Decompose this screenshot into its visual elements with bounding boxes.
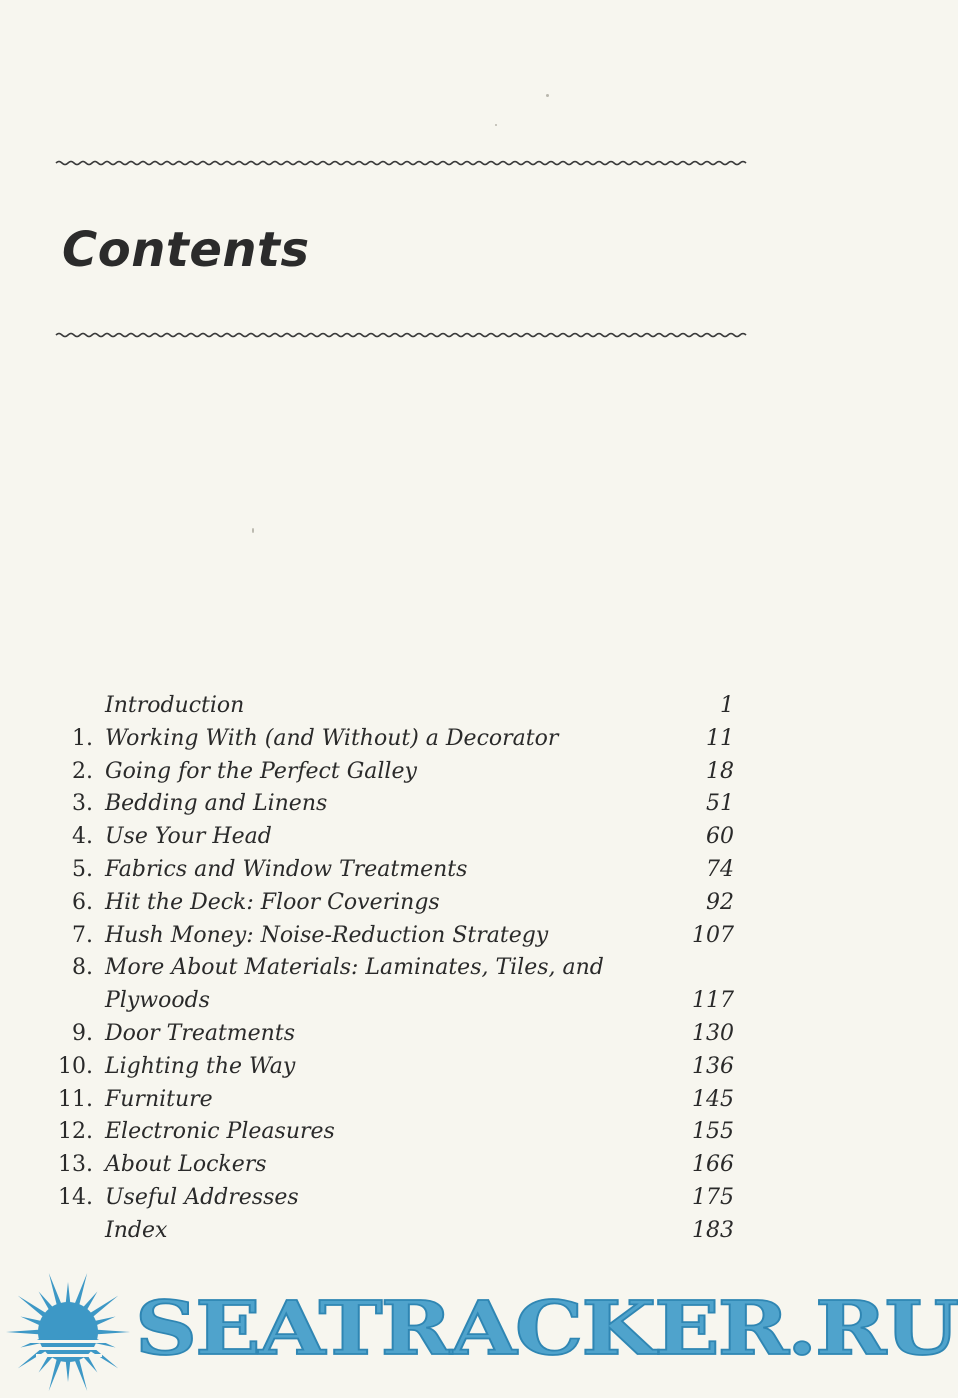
sun-ray: [6, 1330, 40, 1335]
sun-ray: [89, 1296, 118, 1318]
toc-entry-page: 136: [692, 1053, 734, 1079]
scan-speck: [495, 124, 497, 126]
toc-entry-page: 155: [692, 1119, 734, 1145]
toc-entry-number: 1.: [72, 725, 93, 751]
toc-entry-number: 9.: [72, 1020, 93, 1046]
toc-entry-title: More About Materials: Laminates, Tiles, and: [105, 955, 604, 981]
sun-ray: [94, 1317, 116, 1326]
toc-entry[interactable]: [0, 788, 873, 821]
toc-entry-number: 8.: [72, 955, 93, 981]
toc-entry-title: Plywoods: [105, 988, 210, 1014]
toc-entry-number: 12.: [58, 1119, 93, 1145]
toc-entry-title: About Lockers: [105, 1152, 267, 1178]
toc-entry-page: 166: [692, 1152, 734, 1178]
toc-entry[interactable]: [0, 1051, 873, 1084]
toc-entry-title: Door Treatments: [105, 1020, 295, 1046]
toc-entry[interactable]: [0, 1149, 873, 1182]
scan-speck: [252, 528, 254, 533]
watermark-text: SEATRACKER.RU: [135, 1285, 958, 1372]
scan-speck: [546, 94, 549, 97]
toc-entry[interactable]: [0, 1116, 873, 1149]
toc-entry-page: 60: [706, 824, 734, 850]
sun-ray: [66, 1360, 71, 1382]
toc-entry[interactable]: [0, 854, 873, 887]
toc-entry-number: 6.: [72, 889, 93, 915]
toc-entry-page: 18: [706, 758, 734, 784]
wavy-rule-top: [56, 159, 744, 167]
toc-entry-title: Use Your Head: [105, 824, 272, 850]
toc-entry[interactable]: [0, 887, 873, 920]
toc-entry-title: Hit the Deck: Floor Coverings: [105, 889, 440, 915]
toc-entry[interactable]: [0, 690, 873, 723]
toc-entry-page: 1: [720, 693, 734, 718]
sun-ray: [49, 1358, 62, 1391]
toc-entry-page: 145: [692, 1086, 734, 1112]
toc-entry-number: 14.: [58, 1184, 93, 1210]
sun-ray: [96, 1330, 130, 1335]
wavy-rule-bottom: [56, 331, 744, 339]
toc-entry-continuation[interactable]: [0, 985, 873, 1018]
toc-entry[interactable]: [0, 952, 873, 985]
toc-entry-page: 175: [692, 1184, 734, 1210]
sun-ray: [18, 1296, 47, 1318]
page-title: Contents: [62, 222, 310, 278]
sun-ray: [66, 1282, 71, 1304]
toc-entry-number: 2.: [72, 758, 93, 784]
toc-entry-title: Useful Addresses: [105, 1184, 299, 1210]
toc-entry-page: 130: [692, 1020, 734, 1046]
toc-entry-title: Bedding and Linens: [105, 791, 328, 817]
toc-entry-number: 3.: [72, 791, 93, 817]
toc-entry[interactable]: [0, 723, 873, 756]
toc-entry-title: Electronic Pleasures: [105, 1119, 335, 1145]
toc-entry-title: Working With (and Without) a Decorator: [105, 725, 559, 751]
toc-entry[interactable]: [0, 756, 873, 789]
toc-entry-title: Index: [105, 1217, 168, 1243]
toc-entry-number: 5.: [72, 856, 93, 882]
toc-entry-title: Lighting the Way: [105, 1053, 296, 1079]
toc-entry-number: 7.: [72, 922, 93, 948]
toc-entry[interactable]: [0, 920, 873, 953]
toc-entry-title: Going for the Perfect Galley: [105, 758, 417, 784]
toc-entry-page: 11: [706, 725, 734, 751]
toc-entry-title: Fabrics and Window Treatments: [105, 856, 468, 882]
table-of-contents: [0, 690, 873, 1248]
toc-entry-number: 4.: [72, 824, 93, 850]
toc-entry-title: Hush Money: Noise-Reduction Strategy: [105, 922, 549, 948]
toc-entry[interactable]: [0, 1215, 873, 1248]
toc-entry-page: 74: [706, 856, 734, 882]
sun-ray: [49, 1273, 62, 1306]
toc-entry[interactable]: [0, 1084, 873, 1117]
toc-entry-number: 10.: [58, 1053, 93, 1079]
toc-entry-number: 13.: [58, 1152, 93, 1178]
toc-entry-title: Introduction: [105, 693, 245, 718]
sun-logo-icon: [0, 1266, 140, 1398]
toc-entry[interactable]: [0, 1182, 873, 1215]
toc-entry-page: 92: [706, 889, 734, 915]
toc-entry[interactable]: [0, 821, 873, 854]
sun-ray: [74, 1273, 87, 1306]
sun-ray: [74, 1358, 87, 1391]
toc-entry-title: Furniture: [105, 1086, 213, 1112]
sun-ray: [20, 1317, 42, 1326]
toc-entry-page: 183: [692, 1217, 734, 1243]
toc-entry-page: 51: [706, 791, 734, 817]
toc-entry-page: 107: [692, 922, 734, 948]
toc-entry-page: 117: [692, 988, 734, 1014]
toc-entry[interactable]: [0, 1018, 873, 1051]
toc-entry-number: 11.: [58, 1086, 93, 1112]
